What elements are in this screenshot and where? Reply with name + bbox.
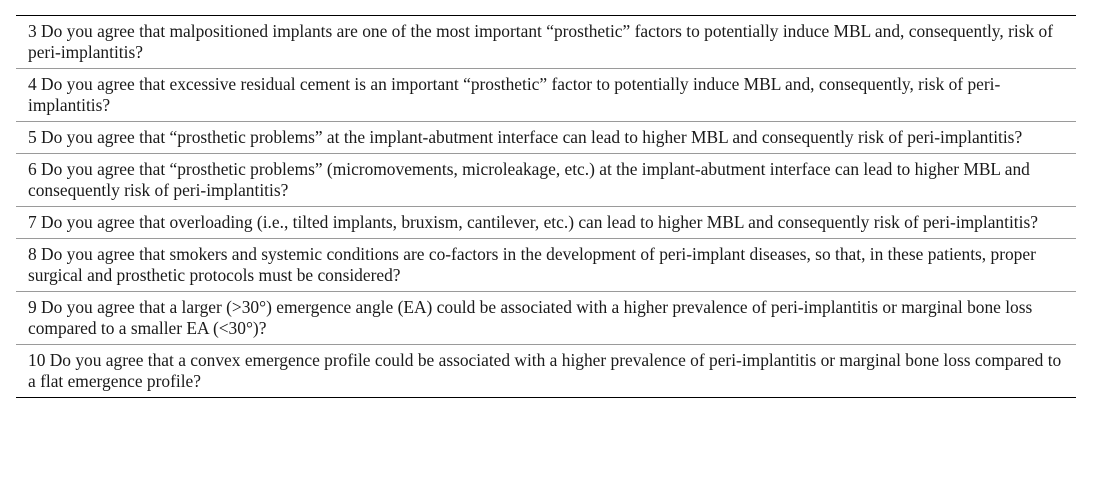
- question-row-7: 7 Do you agree that overloading (i.e., tilted implants, bruxism, cantilever, etc.) can lead to higher MBL and consequently risk of peri-implantitis?: [16, 206, 1076, 238]
- question-row-5: 5 Do you agree that “prosthetic problems” at the implant-abutment interface can lead to higher MBL and consequently risk of peri-implantitis?: [16, 121, 1076, 153]
- question-row-10: 10 Do you agree that a convex emergence profile could be associated with a higher prevalence of peri-implantitis or marginal bone loss compared to a flat emergence profile?: [16, 344, 1076, 397]
- question-row-4: 4 Do you agree that excessive residual cement is an important “prosthetic” factor to potentially induce MBL and, consequently, risk of peri-implantitis?: [16, 68, 1076, 121]
- question-row-6: 6 Do you agree that “prosthetic problems” (micromovements, microleakage, etc.) at the implant-abutment interface can lead to higher MBL and consequently risk of peri-implantitis?: [16, 153, 1076, 206]
- question-row-9: 9 Do you agree that a larger (>30°) emergence angle (EA) could be associated with a higher prevalence of peri-implantitis or marginal bone loss compared to a smaller EA (<30°)?: [16, 291, 1076, 344]
- question-row-3: 3 Do you agree that malpositioned implants are one of the most important “prosthetic” factors to potentially induce MBL and, consequently, risk of peri-implantitis?: [28, 21, 1053, 62]
- question-row-8: 8 Do you agree that smokers and systemic conditions are co-factors in the development of peri-implant diseases, so that, in these patients, proper surgical and prosthetic protocols must be considered?: [16, 238, 1076, 291]
- questionnaire-table: [16, 15, 1076, 398]
